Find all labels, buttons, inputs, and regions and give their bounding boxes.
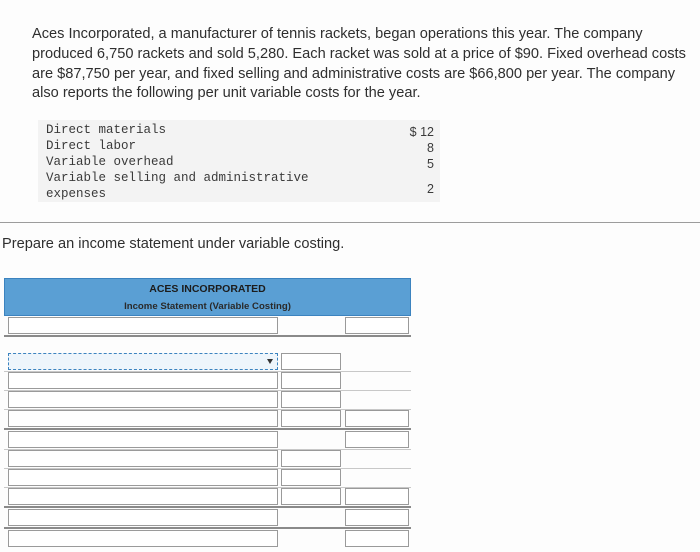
line-item-input[interactable] [8,317,278,334]
amount-input[interactable] [345,410,409,427]
line-item-input[interactable] [8,509,278,526]
line-item-input[interactable] [8,450,278,467]
amount-input[interactable] [281,353,341,370]
cost-value: $ 12 [409,125,434,139]
cost-value: 2 [427,182,434,196]
statement-body [4,316,411,552]
cost-label: Variable selling and administrative expenses [46,171,309,201]
amount-input[interactable] [281,410,341,427]
income-statement-form [4,278,411,552]
amount-input[interactable] [345,317,409,334]
statement-row [4,409,411,430]
cost-label: Direct materials [46,123,167,137]
amount-input[interactable] [345,431,409,448]
statement-row [4,316,411,337]
statement-row [4,352,411,372]
statement-company: ACES INCORPORATED [149,283,266,295]
amount-input[interactable] [281,469,341,486]
amount-input[interactable] [281,488,341,505]
statement-row [4,529,411,548]
statement-row [4,449,411,469]
statement-header [4,278,411,316]
cost-value: 8 [427,141,434,155]
cost-label: Variable overhead [46,155,174,169]
statement-row [4,487,411,508]
line-item-input[interactable] [8,372,278,389]
statement-row [4,508,411,529]
amount-input[interactable] [345,530,409,547]
cost-label: Direct labor [46,139,137,153]
statement-row [4,468,411,488]
instruction-text: Prepare an income statement under variable costing. [2,236,345,252]
statement-row [4,430,411,450]
chevron-down-icon[interactable] [267,359,273,364]
line-item-input[interactable] [8,391,278,408]
amount-input[interactable] [345,488,409,505]
cost-value: 5 [427,157,434,171]
amount-input[interactable] [345,509,409,526]
amount-input[interactable] [281,450,341,467]
line-item-input[interactable] [8,488,278,505]
line-item-input[interactable] [8,469,278,486]
line-item-input[interactable] [8,431,278,448]
section-divider [0,222,700,223]
line-item-input[interactable] [8,530,278,547]
statement-row [4,390,411,410]
amount-input[interactable] [281,391,341,408]
statement-spacer [4,337,411,351]
line-item-input[interactable] [8,410,278,427]
statement-title: Income Statement (Variable Costing) [124,301,291,312]
variable-cost-table [38,120,440,202]
amount-input[interactable] [281,372,341,389]
statement-row [4,371,411,391]
line-item-dropdown[interactable] [8,353,278,370]
problem-text: Aces Incorporated, a manufacturer of tennis rackets, began operations this year. The company produced 6,750 rackets and sold 5,280. Each racket was sold at a price of $90. Fixed overhead costs are $87,750 per year, and fixed selling and administrative costs are $66,800 per year. The company also reports the following per unit variable costs for the year. [32,26,686,102]
